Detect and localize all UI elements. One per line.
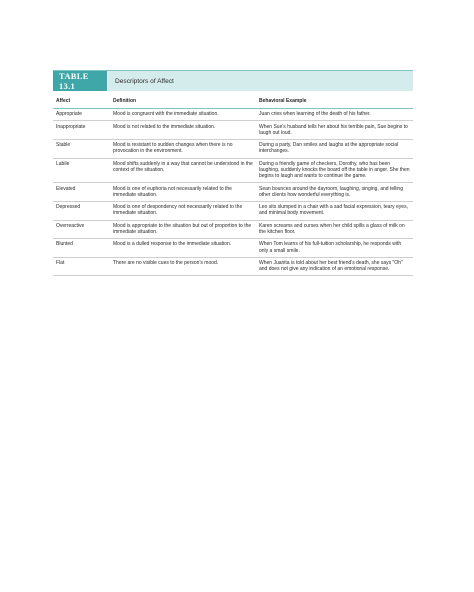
table-title: Descriptors of Affect <box>115 77 174 85</box>
example-cell: Leo sits slumped in a chair with a sad facial expression, teary eyes, and minimal body movement. <box>256 201 413 220</box>
definition-cell: Mood is one of despondency not necessarily related to the immediate situation. <box>110 201 256 220</box>
table-header-bar <box>53 70 413 91</box>
definition-cell: Mood is one of euphoria not necessarily related to the immediate situation. <box>110 183 256 202</box>
column-header-affect: Affect <box>53 95 110 109</box>
table-row <box>53 239 413 258</box>
affect-cell: Depressed <box>53 201 110 220</box>
table-row <box>53 257 413 276</box>
table-row <box>53 139 413 158</box>
table-row <box>53 201 413 220</box>
affect-cell: Flat <box>53 257 110 276</box>
affect-cell: Blunted <box>53 239 110 258</box>
definition-cell: Mood is resistant to sudden changes when there is no provocation in the environment. <box>110 139 256 158</box>
table-row <box>53 220 413 239</box>
affect-cell: Appropriate <box>53 109 110 121</box>
column-header-behavioral-example: Behavioral Example <box>256 95 413 109</box>
definition-cell: Mood shifts suddenly in a way that cannot be understood in the context of the situation. <box>110 158 256 183</box>
affect-cell: Overreactive <box>53 220 110 239</box>
affect-cell: Inappropriate <box>53 121 110 140</box>
affect-cell: Stable <box>53 139 110 158</box>
affect-cell: Elevated <box>53 183 110 202</box>
example-cell: During a party, Dan smiles and laughs at the appropriate social interchanges. <box>256 139 413 158</box>
example-cell: When Tom learns of his full-tuition scholarship, he responds with only a small smile. <box>256 239 413 258</box>
example-cell: When Sue's husband tells her about his terrible pain, Sue begins to laugh out loud. <box>256 121 413 140</box>
descriptors-of-affect-table <box>53 70 413 276</box>
definition-cell: There are no visible cues to the person's mood. <box>110 257 256 276</box>
column-header-definition: Definition <box>110 95 256 109</box>
example-cell: Karen screams and curses when her child spills a glass of milk on the kitchen floor. <box>256 220 413 239</box>
definition-cell: Mood is a dulled response to the immediate situation. <box>110 239 256 258</box>
example-cell: Sean bounces around the dayroom, laughing, singing, and telling other clients how wonderful everything is. <box>256 183 413 202</box>
example-cell: Juan cries when learning of the death of his father. <box>256 109 413 121</box>
table-row <box>53 121 413 140</box>
affect-table <box>53 95 413 276</box>
definition-cell: Mood is not related to the immediate situation. <box>110 121 256 140</box>
definition-cell: Mood is appropriate to the situation but out of proportion to the immediate situation. <box>110 220 256 239</box>
affect-cell: Labile <box>53 158 110 183</box>
definition-cell: Mood is congruent with the immediate situation. <box>110 109 256 121</box>
table-row <box>53 109 413 121</box>
table-row <box>53 183 413 202</box>
example-cell: During a friendly game of checkers, Dorothy, who has been laughing, suddenly knocks the board off the table in anger. She then begins to laugh and wants to continue the game. <box>256 158 413 183</box>
table-number: TABLE 13.1 <box>53 71 107 91</box>
example-cell: When Juanita is told about her best friend's death, she says "Oh" and does not give any indication of an emotional response. <box>256 257 413 276</box>
column-header-row <box>53 95 413 109</box>
table-row <box>53 158 413 183</box>
